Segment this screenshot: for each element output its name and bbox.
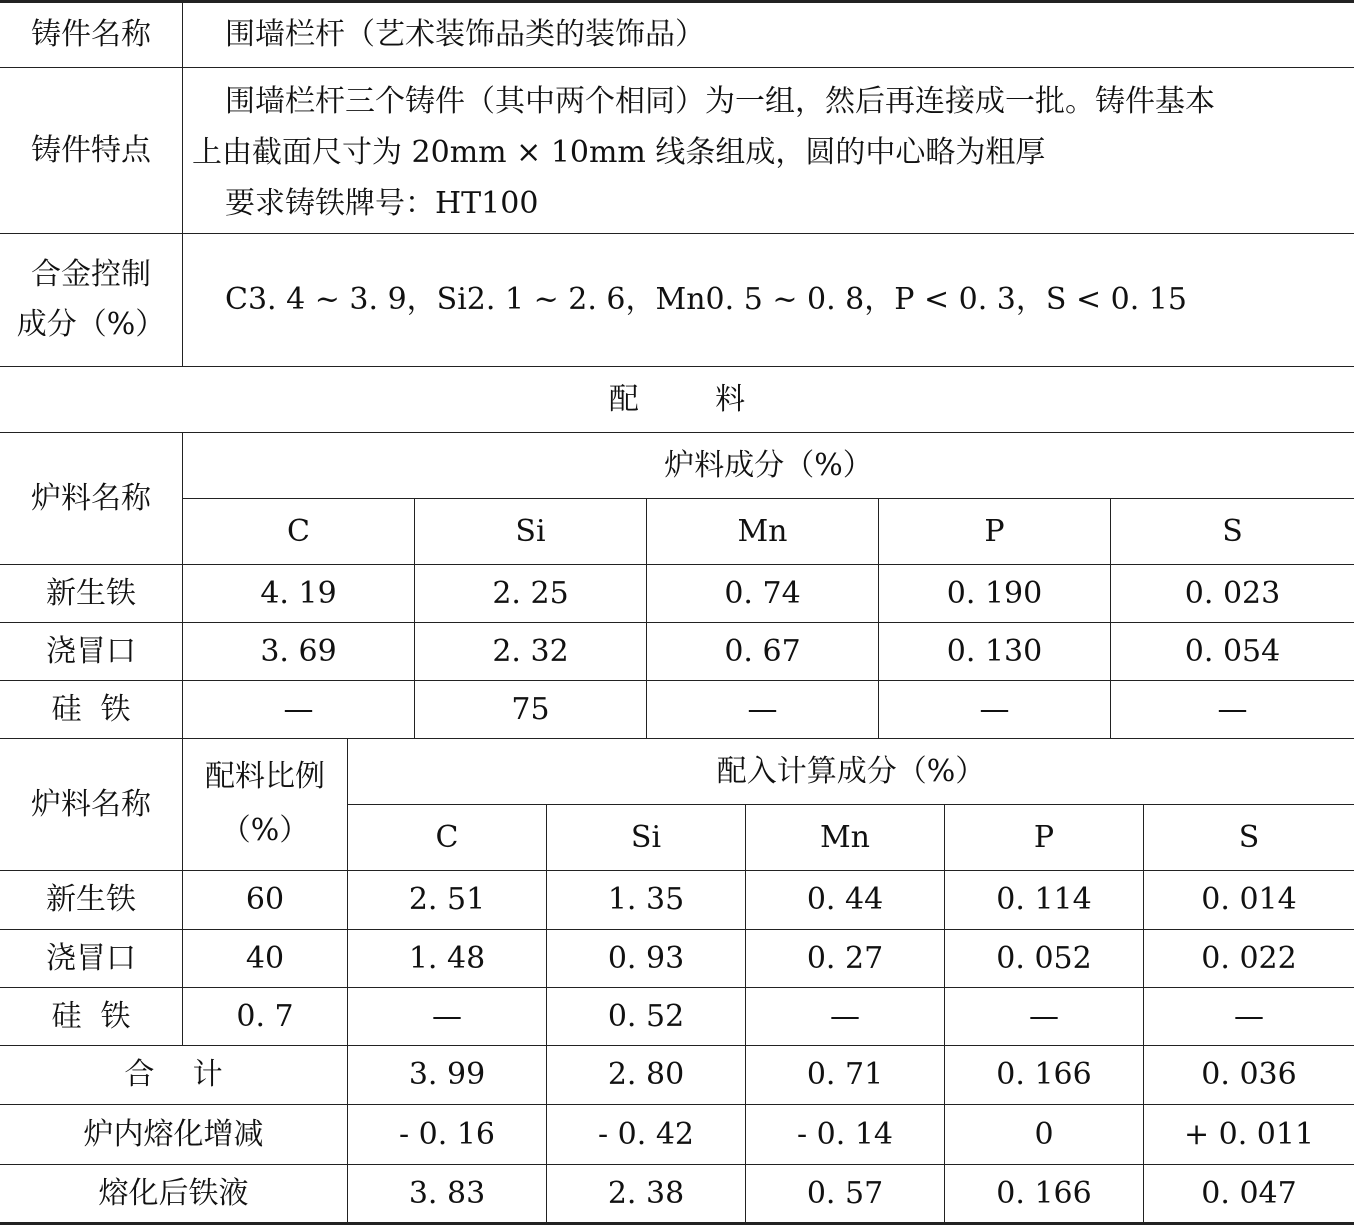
summary-cell: - 0. 14 xyxy=(796,1116,893,1152)
calc-computed-header: 配入计算成分（%） xyxy=(716,753,986,789)
summary-cell: 0. 166 xyxy=(996,1175,1092,1211)
summary-cell: 0. 71 xyxy=(806,1057,884,1092)
charge-cell: — xyxy=(1217,691,1248,727)
summary-cell: - 0. 16 xyxy=(398,1116,495,1152)
calc-row-name: 新生铁 xyxy=(46,882,136,917)
summary-cell: 0. 036 xyxy=(1201,1057,1297,1092)
casting-feature-line-1: 围墙栏杆三个铸件（其中两个相同）为一组，然后再连接成一批。铸件基本 xyxy=(225,84,1215,119)
casting-name-label: 铸件名称 xyxy=(31,17,151,52)
charge-cell: 3. 69 xyxy=(260,633,337,669)
calc-element-header: S xyxy=(1238,819,1260,855)
calc-cell: 0. 27 xyxy=(806,940,884,976)
charge-cell: 2. 32 xyxy=(492,633,569,669)
summary-cell: + 0. 011 xyxy=(1183,1116,1315,1152)
summary-cell: 0. 047 xyxy=(1201,1175,1297,1211)
calc-cell: 0. 052 xyxy=(996,940,1092,976)
alloy-label-line-1: 合金控制 xyxy=(31,257,151,292)
calc-ratio-cell: 40 xyxy=(245,940,285,976)
summary-cell: 0 xyxy=(1034,1116,1054,1152)
calc-cell: 1. 48 xyxy=(408,940,486,976)
charge-name-header: 炉料名称 xyxy=(31,480,151,516)
charge-element-header: P xyxy=(984,513,1005,549)
calc-cell: 2. 51 xyxy=(408,882,486,917)
charge-cell: 0. 190 xyxy=(946,575,1043,611)
calc-element-header: Si xyxy=(630,819,662,855)
casting-feature-label: 铸件特点 xyxy=(31,132,151,168)
charge-row-name: 硅 铁 xyxy=(51,691,131,727)
calc-cell: — xyxy=(830,998,860,1034)
casting-feature-line-2: 上由截面尺寸为 20mm × 10mm 线条组成，圆的中心略为粗厚 xyxy=(192,135,1046,170)
summary-total-label: 合 计 xyxy=(124,1057,223,1092)
calc-ratio-cell: 60 xyxy=(245,882,285,917)
calc-ratio-cell: 0. 7 xyxy=(236,998,294,1034)
charge-cell: 0. 023 xyxy=(1184,575,1281,611)
charge-composition-header: 炉料成分（%） xyxy=(664,447,873,483)
calc-ratio-header-line-1: 配料比例 xyxy=(205,759,325,794)
calc-cell: 0. 44 xyxy=(806,882,884,917)
charge-cell: 0. 74 xyxy=(724,575,801,611)
summary-melt-change-label: 炉内熔化增减 xyxy=(83,1116,264,1152)
charge-cell: — xyxy=(283,691,314,727)
summary-cell: 2. 38 xyxy=(607,1175,685,1211)
charge-element-header: S xyxy=(1222,513,1243,549)
charge-cell: 2. 25 xyxy=(492,575,569,611)
calc-element-header: P xyxy=(1033,819,1055,855)
calc-row-name: 浇冒口 xyxy=(46,940,136,976)
charge-cell: 0. 054 xyxy=(1184,633,1281,669)
column-divider xyxy=(182,0,183,366)
charge-cell: 0. 67 xyxy=(724,633,801,669)
table-bottom-border xyxy=(0,1222,1354,1225)
charge-cell: 0. 130 xyxy=(946,633,1043,669)
calc-cell: 0. 114 xyxy=(996,882,1092,917)
calc-cell: 0. 93 xyxy=(607,940,685,976)
summary-cell: 0. 166 xyxy=(996,1057,1092,1092)
calc-cell: 0. 52 xyxy=(607,998,685,1034)
calc-cell: 0. 014 xyxy=(1201,882,1297,917)
summary-cell: 3. 83 xyxy=(408,1175,486,1211)
alloy-label-line-2: 成分（%） xyxy=(16,307,166,342)
charge-row-name: 新生铁 xyxy=(46,575,136,611)
charge-element-header: Mn xyxy=(737,513,788,549)
charge-cell: 75 xyxy=(511,691,550,727)
calc-row-name: 硅 铁 xyxy=(51,998,131,1034)
calc-element-header: C xyxy=(435,819,459,855)
summary-molten-iron-label: 熔化后铁液 xyxy=(98,1175,249,1211)
calc-cell: 1. 35 xyxy=(607,882,685,917)
summary-cell: 2. 80 xyxy=(607,1057,685,1092)
charge-cell: — xyxy=(979,691,1010,727)
charge-cell: 4. 19 xyxy=(260,575,337,611)
calc-ratio-header-line-2: （%） xyxy=(220,813,310,848)
row-divider xyxy=(0,67,1354,68)
summary-cell: - 0. 42 xyxy=(597,1116,694,1152)
section-title: 配 料 xyxy=(608,381,746,417)
calc-element-header: Mn xyxy=(819,819,871,855)
charge-cell: — xyxy=(747,691,778,727)
casting-name-value: 围墙栏杆（艺术装饰品类的装饰品） xyxy=(225,17,705,52)
charge-element-header: C xyxy=(287,513,310,549)
calc-cell: 0. 022 xyxy=(1201,940,1297,976)
summary-cell: 3. 99 xyxy=(408,1057,486,1092)
casting-feature-line-3: 要求铸铁牌号：HT100 xyxy=(225,186,539,221)
calc-cell: — xyxy=(1029,998,1059,1034)
charge-element-header: Si xyxy=(515,513,546,549)
calc-cell: — xyxy=(1234,998,1264,1034)
charge-row-name: 浇冒口 xyxy=(46,633,136,669)
calc-name-header: 炉料名称 xyxy=(31,786,151,822)
alloy-composition-value: C3. 4 ~ 3. 9，Si2. 1 ~ 2. 6，Mn0. 5 ~ 0. 8，P < 0. 3，S < 0. 15 xyxy=(225,282,1187,317)
summary-cell: 0. 57 xyxy=(806,1175,884,1211)
calc-cell: — xyxy=(432,998,462,1034)
